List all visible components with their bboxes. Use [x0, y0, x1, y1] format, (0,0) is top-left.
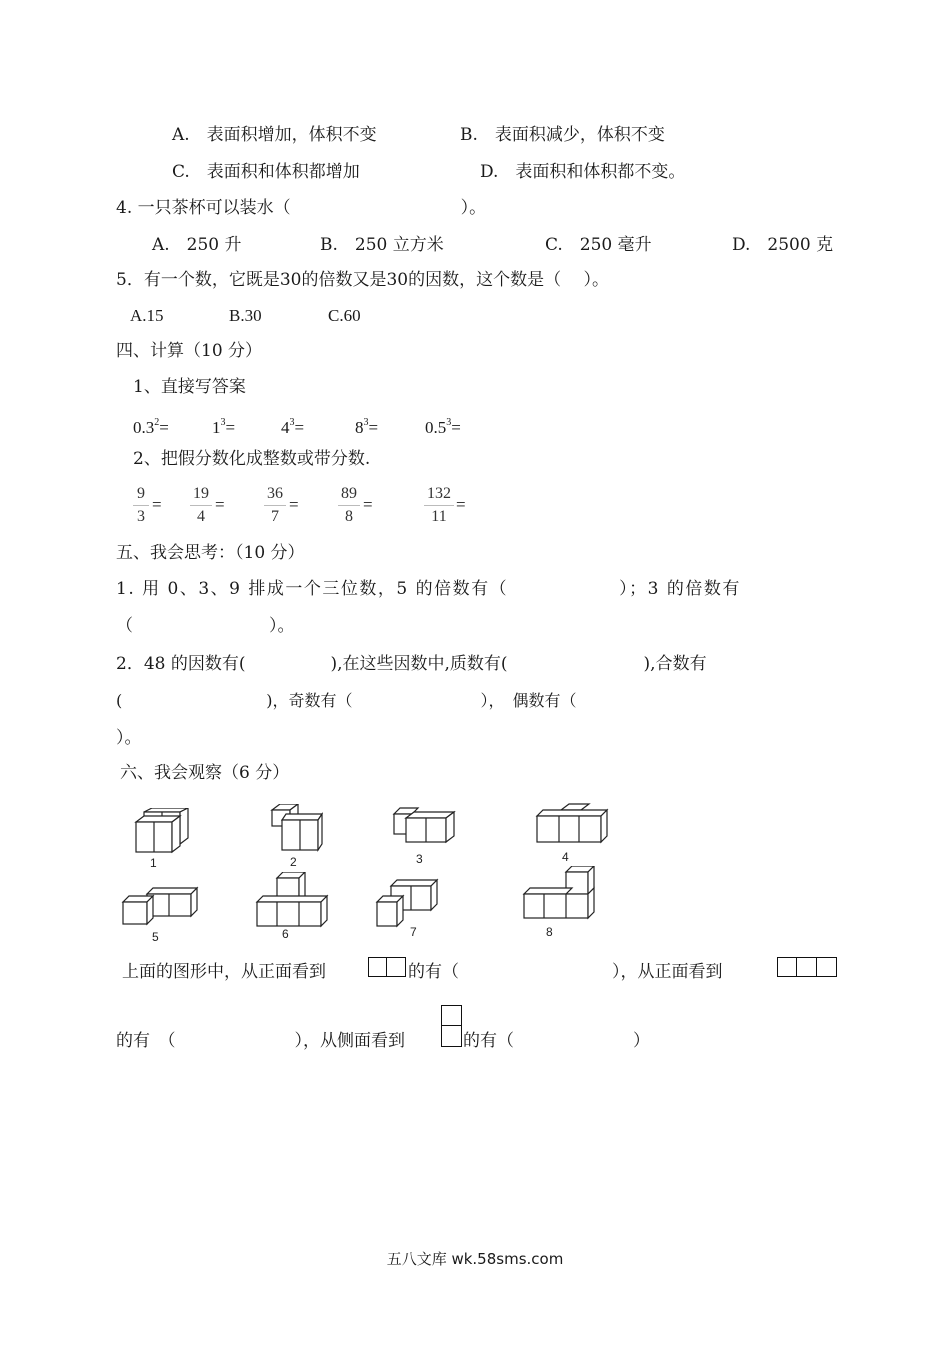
section4-sub2: 2、把假分数化成整数或带分数. [133, 449, 371, 469]
section5-q2-line2: ( )，奇数有（ ）， 偶数有（ [116, 691, 577, 710]
figure-label: 8 [546, 925, 553, 939]
power-item: $1^3=$ [212, 417, 236, 437]
fraction-item: 132 11 = [424, 485, 454, 526]
two-square-front-view-icon [368, 957, 406, 977]
section4-sub1: 1、直接写答案 [133, 377, 246, 397]
section6-line2-b: 的有（ ） [463, 1031, 650, 1051]
cube-figure-5 [121, 886, 201, 926]
q3-option-c: C. 表面积和体积都增加 [172, 162, 360, 182]
q5-option-c: C.60 [328, 306, 361, 325]
cube-figure-2 [268, 804, 324, 854]
figure-label: 5 [152, 930, 159, 944]
q3-option-d: D. 表面积和体积都不变。 [480, 162, 686, 182]
section6-line2-a: 的有 （ ），从侧面看到 [116, 1031, 405, 1051]
cube-figure-3 [392, 806, 460, 846]
two-square-side-view-icon [441, 1005, 462, 1047]
section6-title: 六、我会观察（6 分） [120, 763, 290, 783]
cube-figure-7 [375, 878, 441, 928]
figure-label: 4 [562, 850, 569, 864]
cube-figure-8 [522, 866, 596, 922]
q4-option-c: C. 250 毫升 [545, 235, 652, 255]
q3-option-a: A. 表面积增加，体积不变 [172, 125, 377, 145]
footer-watermark: 五八文库 wk.58sms.com [386, 1250, 564, 1268]
q5-option-b: B.30 [229, 306, 262, 325]
cube-figure-4 [535, 802, 611, 846]
q4-option-b: B. 250 立方米 [320, 235, 444, 255]
section5-q1-line1: 1. 用 0、3、9 排成一个三位数，5 的倍数有（ ）；3 的倍数有 [116, 579, 741, 599]
figure-label: 1 [150, 856, 157, 870]
figure-label: 3 [416, 852, 423, 866]
q4-option-a: A. 250 升 [152, 235, 242, 255]
q5-text: 5．有一个数，它既是30的倍数又是30的因数，这个数是（ ）。 [116, 270, 609, 290]
section6-line1-a: 上面的图形中，从正面看到 [122, 962, 326, 982]
q4-text: 4. 一只茶杯可以装水（ ）。 [116, 198, 487, 218]
section5-q1-line2: （ ）。 [116, 616, 295, 636]
three-square-front-view-icon [777, 957, 837, 977]
cube-figure-1 [130, 808, 196, 856]
figure-label: 6 [282, 927, 289, 941]
power-item: $0.5^3=$ [425, 417, 461, 437]
cube-figure-6 [255, 872, 329, 928]
fraction-item: 89 8 = [338, 485, 360, 526]
power-item: $0.3^2=$ [133, 417, 169, 437]
power-item: $8^3=$ [355, 417, 379, 437]
q3-option-b: B. 表面积减少，体积不变 [460, 125, 665, 145]
fraction-item: 19 4 = [190, 485, 212, 526]
figure-label: 2 [290, 855, 297, 869]
q5-option-a: A.15 [130, 306, 164, 325]
fraction-item: 9 3 = [133, 485, 149, 526]
q4-option-d: D. 2500 克 [732, 235, 834, 255]
fraction-item: 36 7 = [264, 485, 286, 526]
power-item: $4^3=$ [281, 417, 305, 437]
section6-line1-b: 的有（ ），从正面看到 [408, 962, 723, 982]
section4-title: 四、计算（10 分） [116, 341, 263, 361]
section5-title: 五、我会思考：（10 分） [116, 543, 305, 563]
section5-q2-line3: ）。 [116, 728, 142, 748]
figure-label: 7 [410, 925, 417, 939]
section5-q2-line1: 2．48 的因数有( ),在这些因数中,质数有( ),合数有 [116, 654, 707, 674]
